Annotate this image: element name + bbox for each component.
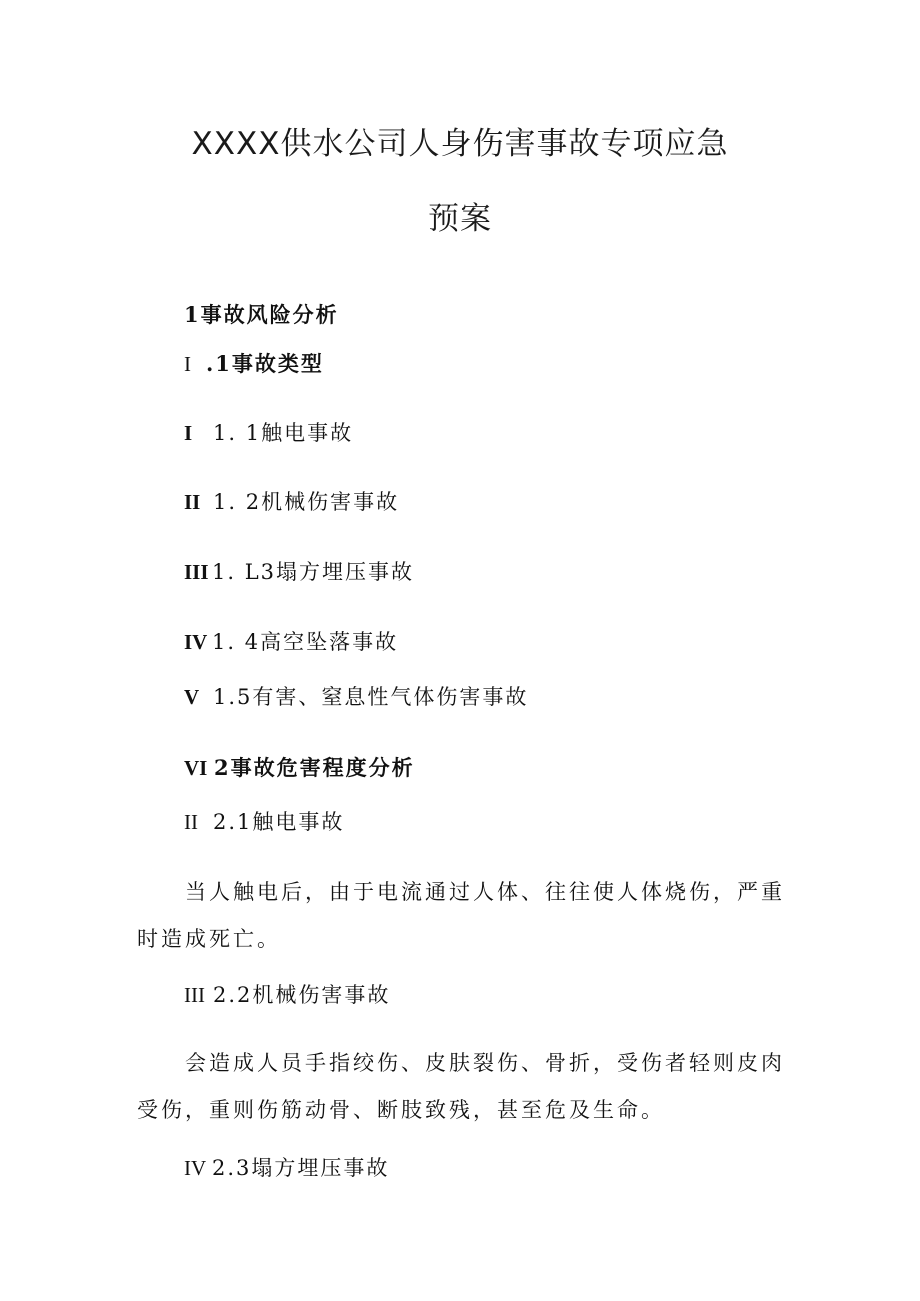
list-marker: IV — [184, 1156, 207, 1180]
subheading-text: 2.2机械伤害事故 — [213, 983, 391, 1007]
heading-2-hazard-analysis — [184, 757, 415, 779]
document-title-line-1: XXXX供水公司人身伤害事故专项应急 — [191, 126, 729, 162]
heading-text: 2事故危害程度分析 — [214, 755, 415, 780]
list-marker: VI — [184, 756, 208, 780]
list-item — [184, 562, 414, 583]
list-marker: III — [184, 983, 205, 1007]
list-item-text: 1. L3塌方埋压事故 — [212, 560, 415, 584]
list-marker: V — [184, 685, 200, 709]
subheading-text: 2.1触电事故 — [213, 810, 345, 834]
list-item — [184, 423, 353, 444]
heading-1-1-accident-types — [184, 353, 324, 375]
subheading-2-1 — [184, 812, 344, 833]
list-marker: II — [184, 490, 201, 514]
list-item-text: 1. 4高空坠落事故 — [212, 630, 399, 654]
list-item — [184, 492, 399, 513]
subheading-text: 2.3塌方埋压事故 — [212, 1156, 390, 1180]
list-item — [184, 687, 528, 708]
document-title-line-2: 预案 — [428, 201, 492, 237]
list-marker: II — [184, 810, 198, 834]
list-item-text: 1. 2机械伤害事故 — [213, 490, 400, 514]
list-marker: I — [184, 421, 193, 445]
list-marker: IV — [184, 630, 208, 654]
list-item-text: 1. 1触电事故 — [213, 421, 354, 445]
subheading-2-2 — [184, 985, 390, 1006]
heading-1-risk-analysis: 1事故风险分析 — [184, 302, 339, 327]
list-marker: I — [184, 352, 191, 376]
subheading-2-3 — [184, 1158, 389, 1179]
paragraph-2-2: 会造成人员手指绞伤、皮肤裂伤、骨折，受伤者轻则皮肉受伤，重则伤筋动骨、断肢致残，甚至危及生命。 — [137, 1051, 785, 1122]
heading-text: .1事故类型 — [206, 351, 324, 376]
paragraph-2-1: 当人触电后，由于电流通过人体、往往使人体烧伤，严重时造成死亡。 — [137, 880, 785, 951]
list-item-text: 1.5有害、窒息性气体伤害事故 — [213, 685, 529, 709]
list-marker: III — [184, 560, 209, 584]
list-item — [184, 632, 398, 653]
